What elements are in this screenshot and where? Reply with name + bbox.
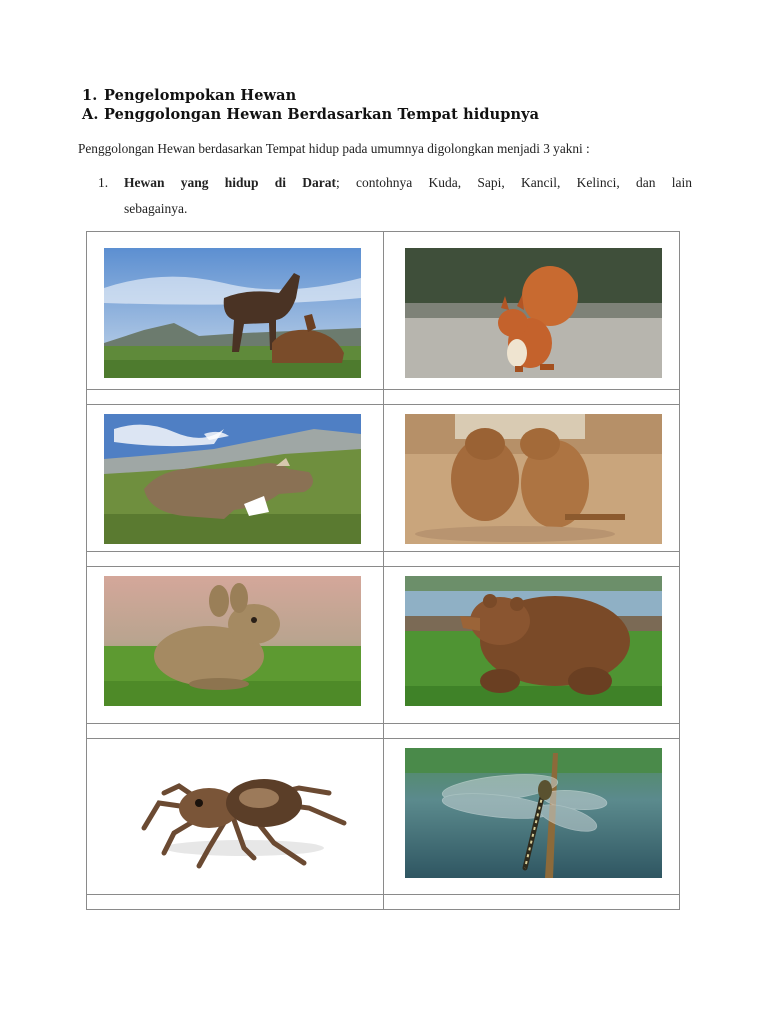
table-divider: [87, 723, 679, 724]
list-item-continuation: sebagainya.: [124, 201, 188, 216]
squirrel-photo: [405, 248, 662, 378]
cow-photo: [104, 414, 361, 544]
heading-a-number: A.: [82, 106, 99, 123]
table-divider: [87, 894, 679, 895]
table-divider: [87, 738, 679, 739]
intro-paragraph: Penggolongan Hewan berdasarkan Tempat hidup pada umumnya digolongkan menjadi 3 yakni :: [78, 141, 590, 156]
heading-a-text: Penggolongan Hewan Berdasarkan Tempat hidupnya: [104, 106, 540, 123]
table-divider: [87, 551, 679, 552]
table-divider: [383, 232, 384, 909]
bear-photo: [405, 576, 662, 706]
table-divider: [87, 404, 679, 405]
rabbit-photo: [104, 576, 361, 706]
dragonfly-photo: [405, 748, 662, 878]
table-divider: [87, 566, 679, 567]
heading-1: [82, 87, 296, 104]
prairie-dog-photo: [405, 414, 662, 544]
list-item-bold: Hewan yang hidup di Darat: [124, 175, 337, 190]
spider-photo: [104, 748, 361, 878]
table-divider: [87, 389, 679, 390]
list-item-rest: ; contohnya Kuda, Sapi, Kancil, Kelinci, dan lain: [336, 175, 692, 190]
list-item-number: 1.: [98, 175, 109, 190]
heading-1-number: 1.: [82, 87, 98, 104]
list-item-line: [124, 175, 692, 191]
animal-photo-table: [86, 231, 680, 910]
heading-1-text: Pengelompokan Hewan: [104, 87, 297, 104]
horse-photo: [104, 248, 361, 378]
heading-a: [82, 106, 539, 123]
